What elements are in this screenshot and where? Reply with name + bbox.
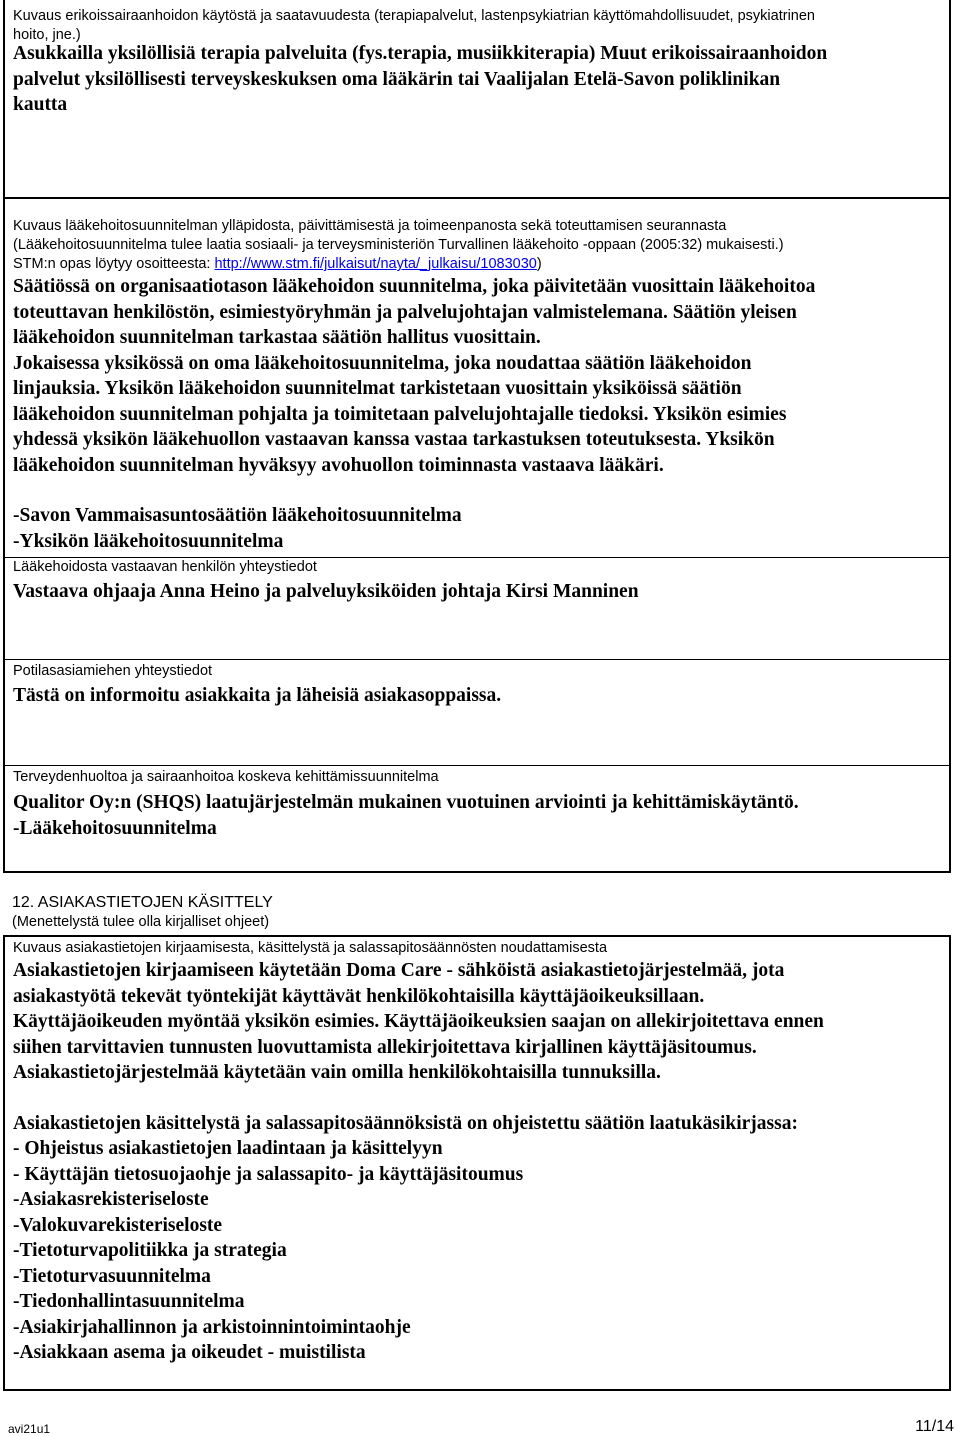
- section-12-header: [12, 893, 273, 932]
- client-data-body: [13, 958, 941, 1086]
- medication-plan-body-line: Jokaisessa yksikössä on oma lääkehoitosuunnitelma, joka noudattaa säätiön lääkehoidon: [13, 352, 752, 374]
- list-item: - Ohjeistus asiakastietojen laadintaan ja käsittelyyn: [13, 1138, 443, 1159]
- contact-label: Lääkehoidosta vastaavan henkilön yhteystiedot: [13, 559, 317, 575]
- client-data-body-line: Käyttäjäoikeuden myöntää yksikön esimies. Käyttäjäoikeuksien saajan on allekirjoitettava ennen: [13, 1011, 824, 1032]
- client-data-body-line: siihen tarvittavien tunnusten luovuttamista allekirjoitettava kirjallinen käyttäjäsitoumus.: [13, 1036, 757, 1058]
- contact-value: Vastaava ohjaaja Anna Heino ja palveluyksiköiden johtaja Kirsi Manninen: [13, 581, 639, 602]
- medication-plan-body-line: toteuttavan henkilöstön, esimiestyöryhmän ja palvelujohtajan valmistelemana. Säätiön yleisen: [13, 301, 797, 323]
- specialist-care-body-line3: kautta: [13, 94, 68, 115]
- list-item: -Tietoturvasuunnitelma: [13, 1265, 211, 1287]
- health-development-section: [5, 765, 949, 841]
- medication-plan-description-line3: [13, 255, 941, 274]
- medication-plan-body: [13, 274, 941, 478]
- list-item: -Tiedonhallintasuunnitelma: [13, 1291, 245, 1312]
- client-data-body-line: Asiakastietojärjestelmää käytetään vain omilla henkilökohtaisilla tunnuksilla.: [13, 1062, 661, 1083]
- medication-plan-body-line: yhdessä yksikön lääkehuollon vastaavan kanssa vastaa tarkastuksen toteutuksesta. Yksikön: [13, 429, 775, 450]
- list-item: - Käyttäjän tietosuojaohje ja salassapito- ja käyttäjäsitoumus: [13, 1163, 524, 1185]
- medication-plan-description-line2: (Lääkehoitosuunnitelma tulee laatia sosiaali- ja terveysministeriön Turvallinen lääkehoito -oppaan (2005:32) mukaisesti.): [13, 237, 784, 253]
- specialist-care-box: [3, 0, 951, 199]
- specialist-care-description-line2: hoito, jne.): [13, 27, 81, 43]
- medication-plan-body-line: lääkehoidon suunnitelman pohjalta ja toimitetaan palvelujohtajalle tiedoksi. Yksikön esimies: [13, 403, 787, 425]
- medication-plan-body-line: lääkehoidon suunnitelman hyväksyy avohuollon toiminnasta vastaava lääkäri.: [13, 454, 664, 476]
- medication-plan-box: [3, 197, 951, 873]
- list-item: -Asiakirjahallinnon ja arkistoinnintoimintaohje: [13, 1316, 411, 1338]
- foundation-plan-item: -Savon Vammaisasuntosäätiön lääkehoitosuunnitelma: [13, 505, 462, 526]
- specialist-care-body-line2: palvelut yksilöllisesti terveyskeskuksen oma lääkärin tai Vaalijalan Etelä-Savon poliklinikan: [13, 68, 781, 90]
- client-data-description: Kuvaus asiakastietojen kirjaamisesta, käsittelystä ja salassapitosäännösten noudattamisesta: [13, 940, 608, 956]
- health-development-value-line1: Qualitor Oy:n (SHQS) laatujärjestelmän mukainen vuotuinen arviointi ja kehittämiskäytäntö.: [13, 792, 799, 813]
- guidelines-list: [13, 1136, 941, 1366]
- client-data-body-line: Asiakastietojen kirjaamiseen käytetään Doma Care - sähköistä asiakastietojärjestelmää, jota: [13, 960, 785, 981]
- health-development-value-line2: -Lääkehoitosuunnitelma: [13, 817, 217, 839]
- list-item: -Valokuvarekisteriseloste: [13, 1214, 223, 1236]
- specialist-care-description-line1: Kuvaus erikoissairaanhoidon käytöstä ja saatavuudesta (terapiapalvelut, lastenpsykiatrian käyttömahdollisuudet, psykiatrinen: [13, 8, 815, 24]
- patient-ombudsman-section: [5, 659, 949, 709]
- unit-plan-item: -Yksikön lääkehoitosuunnitelma: [13, 530, 284, 552]
- stm-guide-suffix: ): [536, 256, 542, 272]
- guidelines-intro: Asiakastietojen käsittelystä ja salassapitosäännöksistä on ohjeistettu säätiön laatukäsikirjassa:: [13, 1112, 798, 1134]
- patient-ombudsman-value: Tästä on informoitu asiakkaita ja läheisiä asiakasoppaissa.: [13, 685, 502, 706]
- list-item: -Tietoturvapolitiikka ja strategia: [13, 1240, 287, 1261]
- list-item: -Asiakasrekisteriseloste: [13, 1189, 209, 1210]
- list-item: -Asiakkaan asema ja oikeudet - muistilista: [13, 1342, 366, 1363]
- medication-plan-body-line: lääkehoidon suunnitelman tarkastaa säätiön hallitus vuosittain.: [13, 327, 541, 348]
- contact-section: [5, 557, 949, 605]
- section-subheading: (Menettelystä tulee olla kirjalliset ohjeet): [12, 914, 270, 930]
- document-id: avi21u1: [8, 1422, 51, 1436]
- specialist-care-body-line1: Asukkailla yksilöllisiä terapia palveluita (fys.terapia, musiikkiterapia) Muut erikoissairaanhoidon: [13, 43, 828, 64]
- section-heading: 12. ASIAKASTIETOJEN KÄSITTELY: [12, 894, 273, 911]
- client-data-body-line: asiakastyötä tekevät työntekijät käyttävät henkilökohtaisilla käyttäjäoikeuksillaan.: [13, 985, 705, 1007]
- medication-plan-description-line1: Kuvaus lääkehoitosuunnitelman ylläpidosta, päivittämisestä ja toimeenpanosta sekä toteuttamisen seurannasta: [13, 218, 727, 234]
- stm-guide-label: STM:n opas löytyy osoitteesta:: [13, 256, 215, 272]
- client-data-box: [3, 935, 951, 1391]
- page-number: 11/14: [915, 1418, 954, 1435]
- patient-ombudsman-label: Potilasasiamiehen yhteystiedot: [13, 663, 213, 679]
- medication-plan-body-line: linjauksia. Yksikön lääkehoidon suunnitelmat tarkistetaan vuosittain yksiköissä säätiön: [13, 378, 742, 399]
- stm-guide-link[interactable]: http://www.stm.fi/julkaisut/nayta/_julkaisu/1083030: [214, 256, 537, 272]
- health-development-label: Terveydenhuoltoa ja sairaanhoitoa koskeva kehittämissuunnitelma: [13, 769, 439, 785]
- medication-plan-body-line: Säätiössä on organisaatiotason lääkehoidon suunnitelma, joka päivitetään vuosittain lääkehoitoa: [13, 276, 816, 297]
